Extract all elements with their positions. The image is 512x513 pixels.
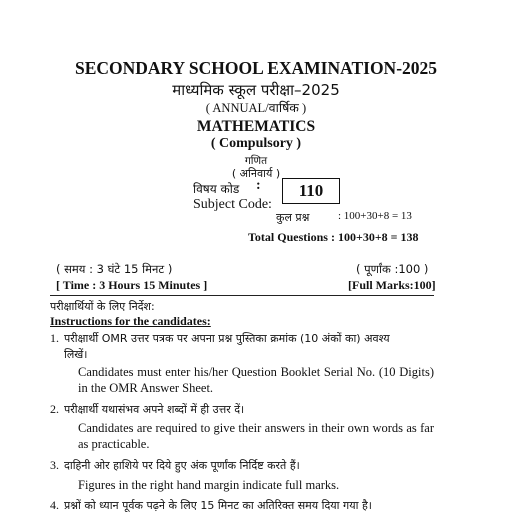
- instruction-english: Candidates are required to give their answers in their own words as far as practicable.: [78, 421, 434, 451]
- total-questions-label: Total Questions: [248, 230, 328, 244]
- subject-title-hindi: गणित: [244, 155, 268, 167]
- time-english: [ Time : 3 Hours 15 Minutes ]: [56, 278, 208, 292]
- exam-title-hindi: माध्यमिक स्कूल परीक्षा–2025: [172, 81, 340, 99]
- instruction-english: Figures in the right hand margin indicate full marks.: [78, 478, 340, 492]
- subject-code-colon: :: [256, 178, 261, 193]
- time-hindi: ( समय : 3 घंटे 15 मिनट ): [56, 262, 173, 276]
- total-questions-value-hindi: : 100+30+8 = 13: [338, 210, 412, 222]
- subject-compulsory: ( Compulsory ): [210, 136, 302, 151]
- full-marks-english: [Full Marks:100]: [348, 278, 436, 292]
- total-questions-label-hindi: कुल प्रश्न: [276, 211, 310, 224]
- total-questions-value: : 100+30+8 = 138: [331, 230, 419, 244]
- instruction-hindi-cont: लिखें।: [64, 348, 88, 361]
- subject-code-box: 110: [282, 178, 340, 204]
- divider: [50, 295, 434, 296]
- subject-compulsory-hindi: ( अनिवार्य ): [231, 167, 281, 180]
- instruction-hindi: दाहिनी ओर हाशिये पर दिये हुए अंक पूर्णांक निर्दिष्ट करते हैं।: [64, 459, 300, 472]
- exam-type: ( ANNUAL/वार्षिक ): [205, 101, 307, 115]
- subject-code-label-hindi: विषय कोड: [193, 182, 240, 196]
- subject-code-label: Subject Code:: [193, 197, 272, 212]
- exam-title: SECONDARY SCHOOL EXAMINATION-2025: [74, 58, 438, 78]
- instructions-title: Instructions for the candidates:: [50, 314, 211, 328]
- instruction-hindi: प्रश्नों को ध्यान पूर्वक पढ़ने के लिए 15 मिनट का अतिरिक्त समय दिया गया है।: [64, 499, 372, 512]
- instruction-english: Candidates must enter his/her Question Booklet Serial No. (10 Digits) in the OMR Answer Sheet.: [78, 365, 434, 395]
- instruction-number: 1.: [50, 331, 59, 345]
- instruction-hindi: परीक्षार्थी OMR उत्तर पत्रक पर अपना प्रश्न पुस्तिका क्रमांक (10 अंकों का) अवश्य: [64, 332, 390, 345]
- subject-title: MATHEMATICS: [196, 118, 316, 135]
- instruction-number: 4.: [50, 498, 59, 512]
- instruction-number: 3.: [50, 458, 59, 472]
- full-marks-hindi: ( पूर्णांक :100 ): [356, 262, 429, 276]
- instruction-number: 2.: [50, 402, 59, 416]
- instructions-title-hindi: परीक्षार्थियों के लिए निर्देश:: [50, 300, 155, 313]
- instruction-hindi: परीक्षार्थी यथासंभव अपने शब्दों में ही उत्तर दें।: [64, 403, 245, 416]
